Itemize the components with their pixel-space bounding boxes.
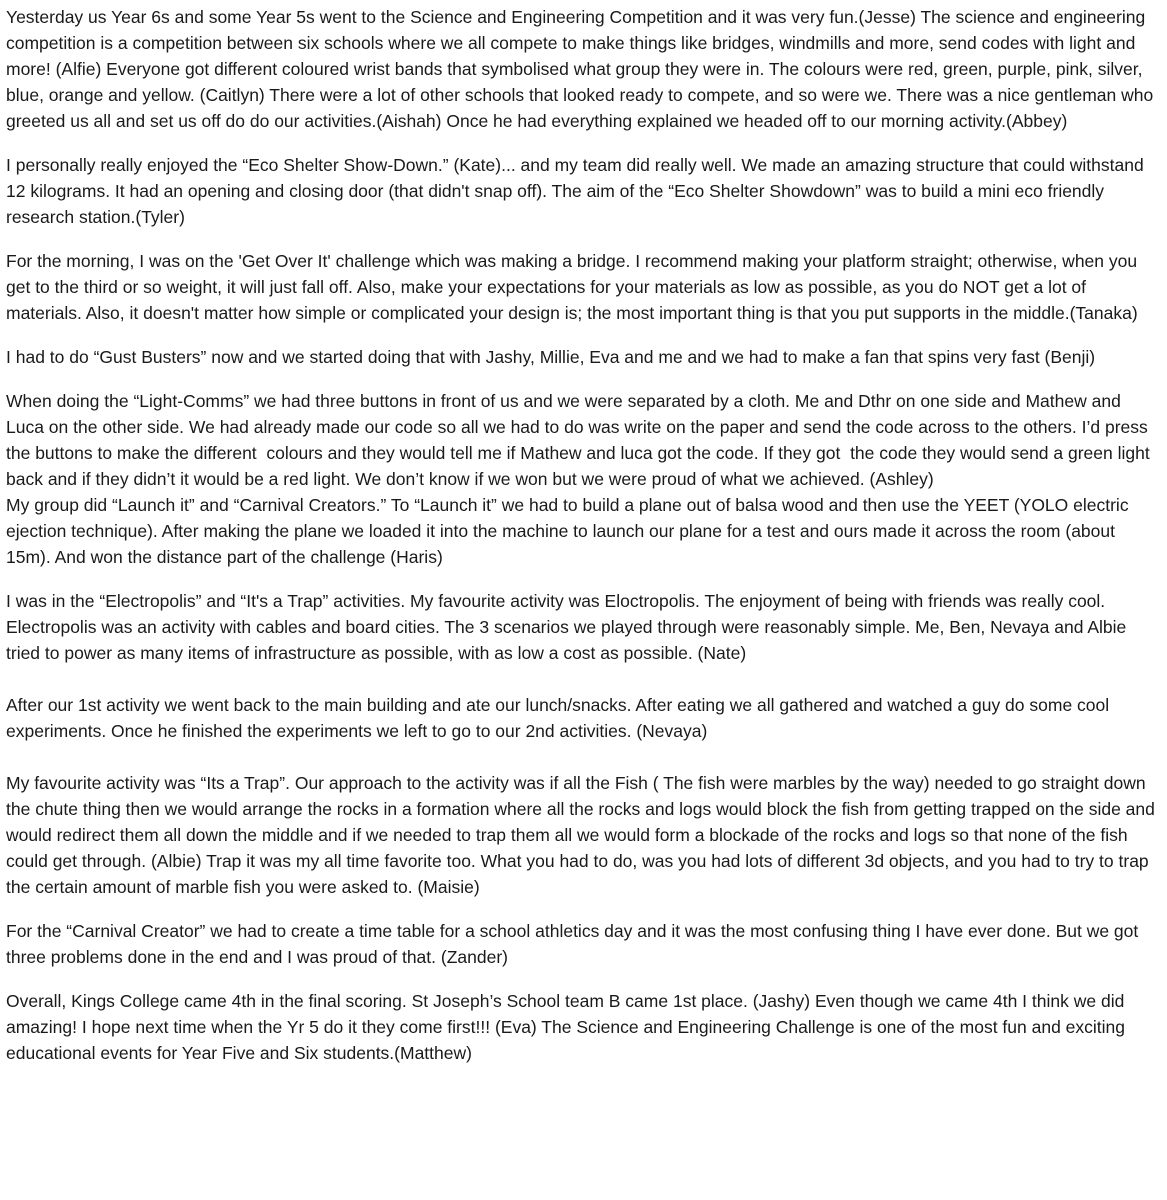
paragraph-its-a-trap: My favourite activity was “Its a Trap”. Our approach to the activity was if all the Fish ( The fish were marbles by the way) needed to go straight down the chute thing then we would arrange the rocks in a formation where all the rocks and logs would block the fish from getting trapped on the side and would redirect them all down the middle and if we needed to trap them all we would form a blockade of the rocks and logs so that none of the fish could get through. (Albie) Trap it was my all time favorite too. What you had to do, was you had lots of different 3d objects, and you had to try to trap the certain amount of marble fish you were asked to. (Maisie) (6, 773, 1160, 897)
paragraph-lunch: After our 1st activity we went back to the main building and ate our lunch/snacks. After eating we all gathered and watched a guy do some cool experiments. Once he finished the experiments we left to go to our 2nd activities. (Nevaya) (6, 695, 1115, 741)
paragraph-light-comms: When doing the “Light-Comms” we had three buttons in front of us and we were separated by a cloth. Me and Dthr on one side and Mathew and Luca on the other side. We had already made our code so all we had to do was write on the paper and send the code across to the others. I’d press the buttons to make the different colours and they would tell me if Mathew and luca got the code. If they got the code they would send a green light back and if they didn’t it would be a red light. We don’t know if we won but we were proud of what we achieved. (Ashley) (6, 391, 1155, 489)
paragraph-eco-shelter: I personally really enjoyed the “Eco Shelter Show-Down.” (Kate)... and my team did really well. We made an amazing structure that could withstand 12 kilograms. It had an opening and closing door (that didn't snap off). The aim of the “Eco Shelter Showdown” was to build a mini eco friendly research station.(Tyler) (6, 155, 1149, 227)
paragraph-carnival-creator: For the “Carnival Creator” we had to create a time table for a school athletics day and it was the most confusing thing I have ever done. But we got three problems done in the end and I was proud of that. (Zander) (6, 921, 1144, 967)
paragraph-overall-result: Overall, Kings College came 4th in the final scoring. St Joseph’s School team B came 1st place. (Jashy) Even though we came 4th I think we did amazing! I hope next time when the Yr 5 do it they come first!!! (Eva) The Science and Engineering Challenge is one of the most fun and exciting educational events for Year Five and Six students.(Matthew) (6, 991, 1130, 1063)
paragraph-gust-busters: I had to do “Gust Busters” now and we started doing that with Jashy, Millie, Eva and me and we had to make a fan that spins very fast (Benji) (6, 347, 1096, 367)
paragraph-competition-intro: Yesterday us Year 6s and some Year 5s went to the Science and Engineering Competition and it was very fun.(Jesse) The science and engineering competition is a competition between six schools where we all compete to make things like bridges, windmills and more, send codes with light and more! (Alfie) Everyone got different coloured wrist bands that symbolised what group they were in. The colours were red, green, purple, pink, silver, blue, orange and yellow. (Caitlyn) There were a lot of other schools that looked ready to compete, and so were we. There was a nice gentleman who greeted us all and set us off do do our activities.(Aishah) Once he had everything explained we headed off to our morning activity.(Abbey) (6, 7, 1159, 131)
paragraph-launch-it: My group did “Launch it” and “Carnival Creators.” To “Launch it” we had to build a plane out of balsa wood and then use the YEET (YOLO electric ejection technique). After making the plane we loaded it into the machine to launch our plane for a test and ours made it across the room (about 15m). And won the distance part of the challenge (Haris) (6, 495, 1134, 567)
paragraph-get-over-it: For the morning, I was on the 'Get Over It' challenge which was making a bridge. I recommend making your platform straight; otherwise, when you get to the third or so weight, it will just fall off. Also, make your expectations for your materials as low as possible, as you do NOT get a lot of materials. Also, it doesn't matter how simple or complicated your design is; the most important thing is that you put supports in the middle.(Tanaka) (6, 251, 1142, 323)
paragraph-electropolis: I was in the “Electropolis” and “It's a Trap” activities. My favourite activity was Eloctropolis. The enjoyment of being with friends was really cool. Electropolis was an activity with cables and board cities. The 3 scenarios we played through were reasonably simple. Me, Ben, Nevaya and Albie tried to power as many items of infrastructure as possible, with as low a cost as possible. (Nate) (6, 591, 1132, 663)
